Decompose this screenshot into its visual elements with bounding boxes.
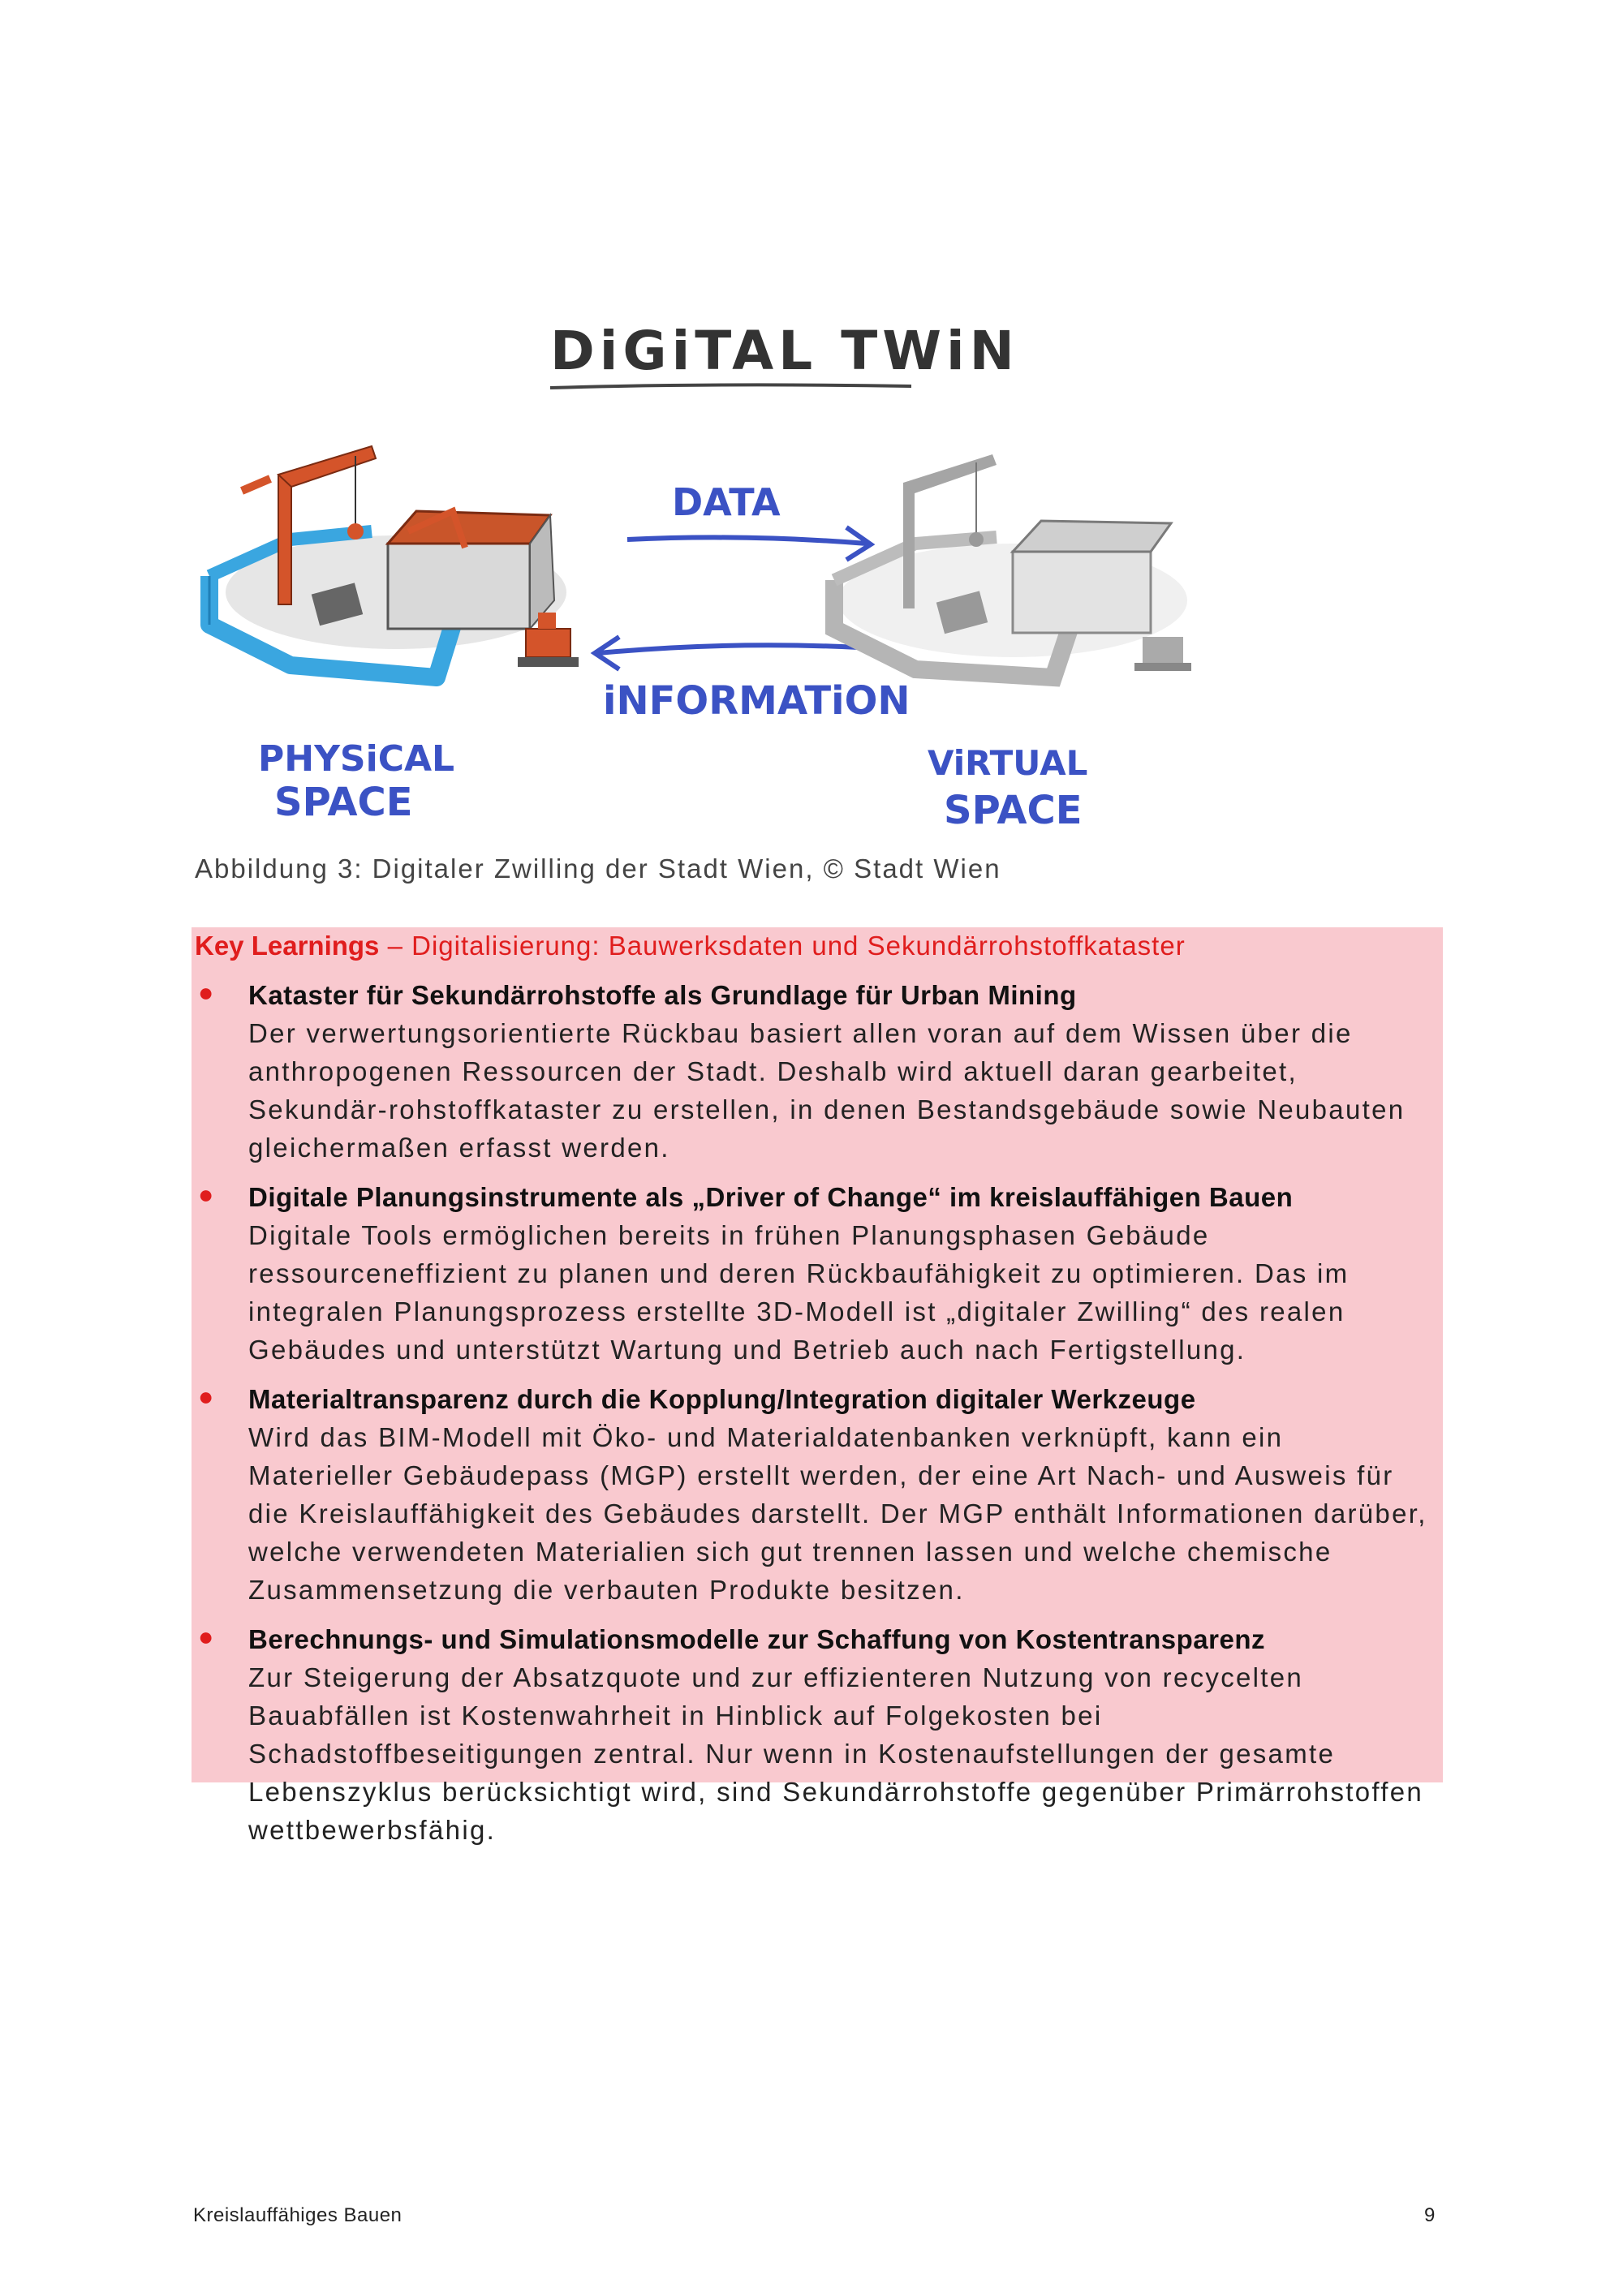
data-arrow [627,480,871,560]
bullet-icon: ● [198,1622,214,1651]
item-text: Wird das BIM-Modell mit Öko- und Materialdatenbanken verknüpft, kann ein Materieller Gebäudepass (MGP) erstellt werden, der eine Art Nach- und Ausweis für die Kreislauffähigkeit des Gebäudes darstellt. Der MGP enthält Informationen darüber, welche verwendeten Materialien sich gut trennen lassen und welche chemische Zusammensetzung die verbauten Produkte besitzen. [248,1422,1427,1605]
physical-site-illustration [209,446,579,677]
list-item [192,1178,1443,1369]
bullet-icon: ● [198,1382,214,1411]
item-text: Digitale Tools ermöglichen bereits in frühen Planungsphasen Gebäude ressourceneffizient zu planen und deren Rückbaufähigkeit zu optimieren. Das im integralen Planungsprozess erstellte 3D-Modell ist „digitaler Zwilling“ des realen Gebäudes und unterstützt Wartung und Betrieb auch nach Fertigstellung. [248,1220,1350,1365]
list-item [192,1380,1443,1609]
figure-caption: Abbildung 3: Digitaler Zwilling der Stadt Wien, © Stadt Wien [195,853,1001,884]
physical-label-line-2: SPACE [274,780,413,825]
figure-title: DiGiTAL TWiN [550,320,1019,382]
item-text: Zur Steigerung der Absatzquote und zur effizienteren Nutzung von recycelten Bauabfällen ist Kostenwahrheit in Hinblick auf Folgekosten bei Schadstoffbeseitigungen zentral. Nur wenn in Kostenaufstellungen der gesamte Lebenszyklus berücksichtigt wird, sind Sekundärrohstoffe gegenüber Primärrohstoffen wettbewerbsfähig. [248,1662,1424,1845]
data-label: DATA [672,480,781,524]
digital-twin-figure [193,308,1208,844]
physical-label-line-1: PHYSiCAL [258,738,455,780]
page-number: 9 [1424,2204,1436,2226]
footer-document-title: Kreislauffähiges Bauen [193,2204,403,2226]
key-learnings-list [192,976,1443,1860]
item-title: Kataster für Sekundärrohstoffe als Grundlage für Urban Mining [248,980,1077,1010]
item-title: Berechnungs- und Simulationsmodelle zur Schaffung von Kostentransparenz [248,1624,1265,1654]
item-title: Digitale Planungsinstrumente als „Driver of Change“ im kreislauffähigen Bauen [248,1182,1294,1212]
list-item [192,976,1443,1167]
key-learnings-subtitle: – Digitalisierung: Bauwerksdaten und Sekundärrohstoffkataster [379,931,1186,961]
key-learnings-heading [195,931,1186,961]
virtual-label-line-1: ViRTUAL [928,743,1088,783]
key-learnings-emphasis: Key Learnings [195,931,380,961]
bullet-icon: ● [198,978,214,1007]
item-text: Der verwertungsorientierte Rückbau basiert allen voran auf dem Wissen über die anthropogenen Ressourcen der Stadt. Deshalb wird aktuell daran gearbeitet, Sekundär-rohstoffkataster zu erstellen, in denen Bestandsgebäude sowie Neubauten gleichermaßen erfasst werden. [248,1018,1406,1163]
bullet-icon: ● [198,1180,214,1209]
virtual-site-illustration [834,454,1191,677]
item-title: Materialtransparenz durch die Kopplung/Integration digitaler Werkzeuge [248,1384,1196,1414]
list-item [192,1620,1443,1849]
information-label: iNFORMATiON [603,678,911,724]
key-learnings-box [192,927,1443,1845]
virtual-label-line-2: SPACE [944,788,1083,833]
